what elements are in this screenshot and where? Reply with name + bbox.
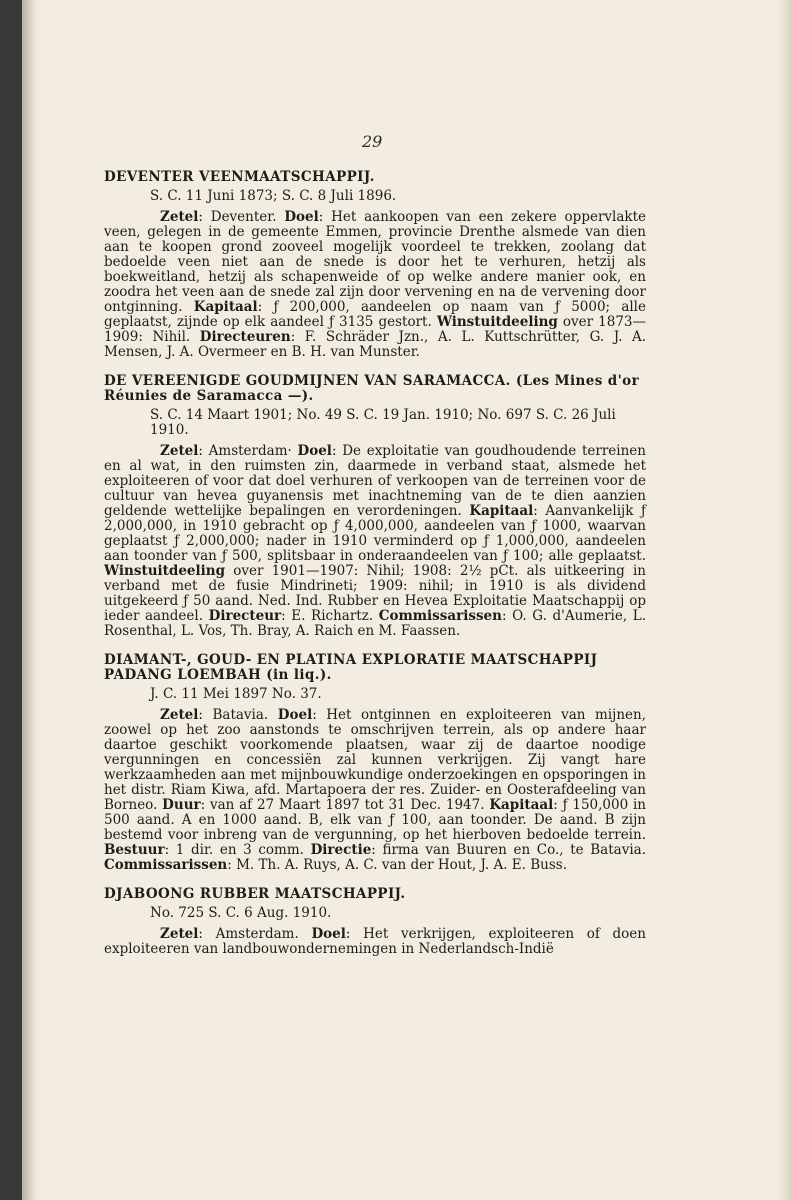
page-edge xyxy=(778,0,792,1200)
kapitaal-text: : Aanvankelijk ƒ 2,000,000, in 1910 gebracht op ƒ 4,000,000, aandeelen van ƒ 1000, waarvan geplaatst ƒ 2,000,000; nader in 1910 verminderd op ƒ 1,000,000, aandeelen aan toonder van ƒ 500, splitsbaar in onderaandeelen van ƒ 100; alle geplaatst. xyxy=(104,503,646,564)
zetel-text: : Deventer. xyxy=(198,209,285,225)
commissarissen-text: : O. G. d'Aumerie, L. Rosenthal, L. Vos, Th. Bray, A. Raich en M. Faassen. xyxy=(104,608,646,639)
label-doel: Doel xyxy=(311,926,346,942)
label-bestuur: Bestuur xyxy=(104,842,165,858)
label-winstuitdeeling: Winstuitdeeling xyxy=(104,563,226,579)
kapitaal-text: : ƒ 200,000, aandeelen op naam van ƒ 5000; alle geplaatst, zijnde op elk aandeel ƒ 3135 gestort. xyxy=(104,299,646,330)
directie-text: : firma van Buuren en Co., te Batavia. xyxy=(371,842,646,858)
entry-diamant-goud-platina-padang-loembah xyxy=(104,653,646,873)
label-doel: Doel xyxy=(297,443,332,459)
label-zetel: Zetel xyxy=(160,707,199,723)
entry-title: DE VEREENIGDE GOUDMIJNEN VAN SARAMACCA. (Les Mines d'or Réunies de Saramacca —). xyxy=(104,373,640,404)
entry-vereenigde-goudmijnen-saramacca xyxy=(104,374,646,639)
directeuren-text: : F. Schräder Jzn., A. L. Kuttschrütter, G. J. A. Mensen, J. A. Overmeer en B. H. van Munster. xyxy=(104,329,646,360)
entry-deventer-veenmaatschappij xyxy=(104,170,646,360)
entry-title: DEVENTER VEENMAATSCHAPPIJ. xyxy=(104,169,375,185)
entry-registration: No. 725 S. C. 6 Aug. 1910. xyxy=(150,905,332,921)
page-content xyxy=(104,170,646,971)
label-kapitaal: Kapitaal xyxy=(469,503,534,519)
entry-registration: S. C. 11 Juni 1873; S. C. 8 Juli 1896. xyxy=(150,188,397,204)
label-commissarissen: Commissarissen xyxy=(378,608,502,624)
label-directeur: Directeur xyxy=(208,608,282,624)
label-doel: Doel xyxy=(277,707,313,723)
label-winstuitdeeling: Winstuitdeeling xyxy=(436,314,558,330)
entry-body xyxy=(104,444,646,639)
label-zetel: Zetel xyxy=(160,926,199,942)
zetel-text: : Batavia. xyxy=(198,707,278,723)
doel-text: : Het verkrijgen, exploiteeren of doen exploiteeren van landbouwondernemingen in Nederlandsch-Indië xyxy=(104,926,646,957)
kapitaal-text: : ƒ 150,000 in 500 aand. A en 1000 aand. B, elk van ƒ 100, aan toonder. De aand. B zijn bestemd voor inbreng van de vergunning, op het hierboven bedoelde terrein. xyxy=(104,797,646,843)
entry-title: DIAMANT-, GOUD- EN PLATINA EXPLORATIE MAATSCHAPPIJ PADANG LOEMBAH (in liq.). xyxy=(104,652,598,683)
zetel-text: : Amsterdam. xyxy=(198,926,312,942)
label-kapitaal: Kapitaal xyxy=(489,797,554,813)
page-spine-shadow xyxy=(22,0,38,1200)
label-commissarissen: Commissarissen xyxy=(104,857,228,873)
entry-body xyxy=(104,927,646,957)
label-doel: Doel xyxy=(284,209,319,225)
winstuitdeeling-text: over 1873—1909: Nihil. xyxy=(104,314,647,345)
label-zetel: Zetel xyxy=(160,209,199,225)
doel-text: : Het aankoopen van een zekere oppervlakte veen, gelegen in de gemeente Emmen, provincie Drenthe alsmede van dien aan te koopen grond zooveel mogelijk voordeel te trekken, zoolang dat bedoelde veen niet aan de snede is door het te verhuren, hetzij als boekweitland, hetzij als schapenweide of op welke andere manier ook, en zoodra het veen aan de snede zal zijn door vervening en na de vervening door ontginning. xyxy=(104,209,646,315)
zetel-text: : Amsterdam· xyxy=(198,443,298,459)
label-directeuren: Directeuren xyxy=(199,329,291,345)
entry-djaboong-rubber-maatschappij xyxy=(104,887,646,957)
directeur-text: : E. Richartz. xyxy=(281,608,379,624)
label-duur: Duur xyxy=(162,797,201,813)
label-kapitaal: Kapitaal xyxy=(193,299,258,315)
entry-title: DJABOONG RUBBER MAATSCHAPPIJ. xyxy=(104,886,406,902)
entry-registration: S. C. 14 Maart 1901; No. 49 S. C. 19 Jan. 1910; No. 697 S. C. 26 Juli 1910. xyxy=(150,407,616,438)
doel-text: : Het ontginnen en exploiteeren van mijnen, zoowel op het zoo aanstonds te omschrijven terrein, als op andere haar daartoe geschikt voorkomende plaatsen, waar zij de daartoe noodige vergunningen en concessiën zal kunnen verkrijgen. Zij vangt hare werkzaamheden aan met mijnbouwkundige onderzoekingen en opsporingen in het distr. Riam Kiwa, afd. Martapoera der res. Zuider- en Oosterafdeeling van Borneo. xyxy=(104,707,647,813)
label-directie: Directie xyxy=(310,842,372,858)
book-page xyxy=(22,0,792,1200)
entry-registration: J. C. 11 Mei 1897 No. 37. xyxy=(150,686,322,702)
page-number: 29 xyxy=(362,132,383,151)
label-zetel: Zetel xyxy=(160,443,199,459)
entry-body xyxy=(104,708,646,873)
duur-text: : van af 27 Maart 1897 tot 31 Dec. 1947. xyxy=(200,797,490,813)
bestuur-text: : 1 dir. en 3 comm. xyxy=(164,842,311,858)
commissarissen-text: : M. Th. A. Ruys, A. C. van der Hout, J. A. E. Buss. xyxy=(227,857,567,873)
winstuitdeeling-text: over 1901—1907: Nihil; 1908: 2½ pCt. als uitkeering in verband met de fusie Mindrineti; 1909: nihil; in 1910 is als dividend uitgekeerd ƒ 50 aand. Ned. Ind. Rubber en Hevea Exploitatie Maatschappij op ieder aandeel. xyxy=(104,563,646,624)
entry-body xyxy=(104,210,646,360)
doel-text: : De exploitatie van goudhoudende terreinen en al wat, in den ruimsten zin, daarmede in verband staat, alsmede het exploiteeren of voor dat doel verhuren of verkoopen van de terreinen voor de cultuur van hevea guyanensis met inachtneming van de te dien aanzien geldende wettelijke bepalingen en verordeningen. xyxy=(104,443,646,519)
